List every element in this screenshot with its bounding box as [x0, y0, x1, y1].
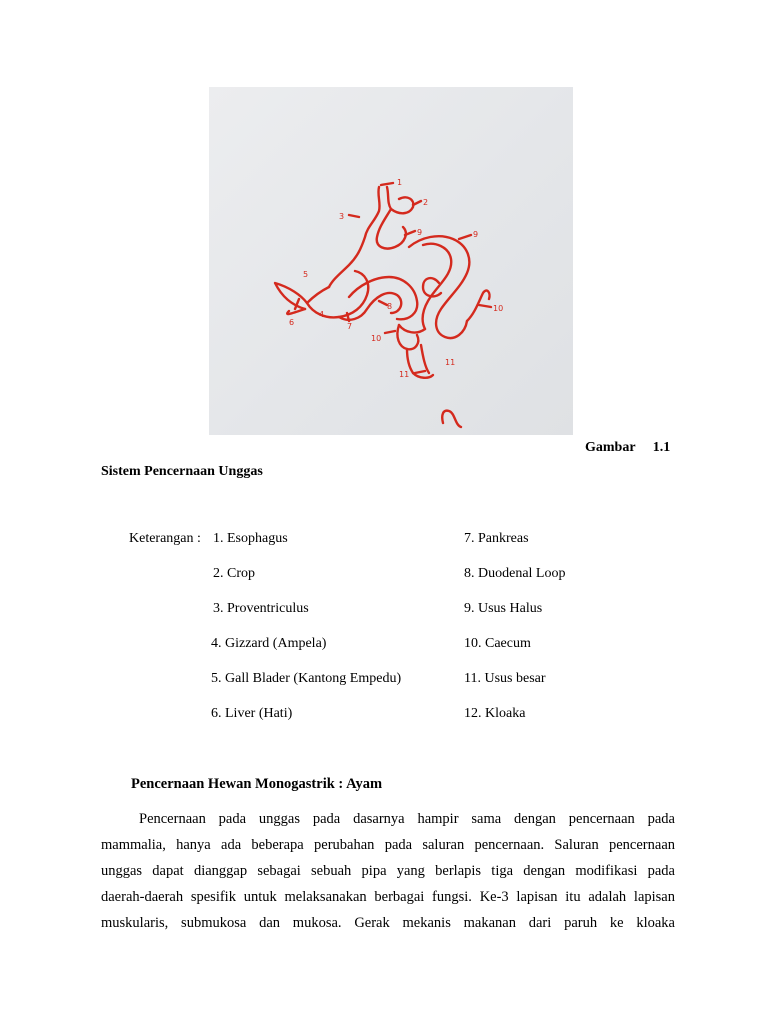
figure-title: Sistem Pencernaan Unggas [101, 464, 263, 479]
paragraph-line: unggas dapat dianggap sebagai sebuah pipa yang berlapis tiga dengan modifikasi pada [101, 863, 675, 879]
sketch-label-10b: 10 [371, 334, 382, 343]
sketch-label-5: 5 [303, 270, 309, 279]
sketch-label-11b: 11 [399, 370, 410, 379]
paragraph-line: mammalia, hanya ada beberapa perubahan pada saluran pencernaan. Saluran pencernaan [101, 837, 675, 853]
legend-item: 7. Pankreas [464, 531, 529, 546]
digestive-sketch [209, 87, 573, 435]
legend-item: 5. Gall Blader (Kantong Empedu) [211, 671, 402, 686]
figure-number: Gambar 1.1 [585, 440, 671, 455]
sketch-label-11a: 11 [445, 358, 456, 367]
section-heading: Pencernaan Hewan Monogastrik : Ayam [131, 776, 383, 792]
sketch-label-10a: 10 [493, 304, 504, 313]
legend-item: 2. Crop [213, 566, 255, 581]
sketch-label-2: 2 [423, 198, 429, 207]
legend-item: 6. Liver (Hati) [211, 706, 293, 721]
body-paragraph [101, 806, 675, 936]
sketch-label-7: 7 [347, 322, 353, 331]
legend-item: 3. Proventriculus [213, 601, 309, 616]
legend-item: 10. Caecum [464, 636, 531, 651]
paragraph-line: daerah-daerah spesifik untuk melaksanakan berbagai fungsi. Ke-3 lapisan itu adalah lapisan [101, 889, 675, 905]
sketch-label-9b: 9 [473, 230, 479, 239]
legend-prefix [129, 531, 201, 547]
paragraph-line: muskularis, submukosa dan mukosa. Gerak mekanis makanan dari paruh ke kloaka [101, 915, 675, 931]
legend-item: 12. Kloaka [464, 706, 526, 721]
legend-item: 4. Gizzard (Ampela) [211, 636, 327, 651]
sketch-label-8: 8 [387, 302, 393, 311]
legend-item: 1. Esophagus [213, 531, 288, 546]
sketch-label-6: 6 [289, 318, 295, 327]
legend-item: 8. Duodenal Loop [464, 566, 566, 581]
sketch-label-3: 3 [339, 212, 345, 221]
legend-item: 9. Usus Halus [464, 601, 543, 616]
paragraph-line: Pencernaan pada unggas pada dasarnya hampir sama dengan pencernaan pada [139, 811, 675, 827]
legend-label: Keterangan : [129, 531, 201, 546]
sketch-label-1: 1 [397, 178, 403, 187]
sketch-label-4: 4 [319, 310, 325, 319]
sketch-label-9a: 9 [417, 228, 423, 237]
legend-item: 11. Usus besar [464, 671, 546, 686]
digestive-system-photo [209, 87, 573, 435]
